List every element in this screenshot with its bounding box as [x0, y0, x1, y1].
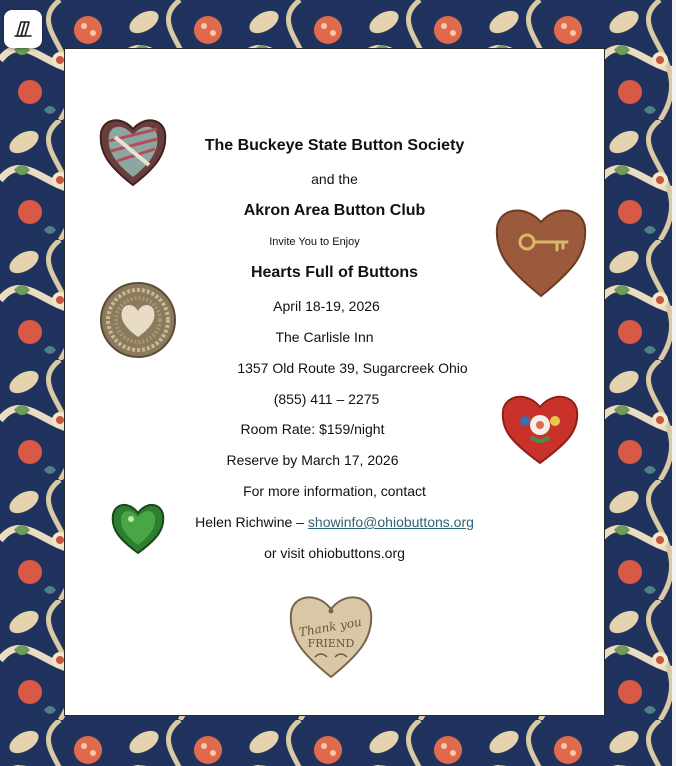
venue-address: 1357 Old Route 39, Sugarcreek Ohio [237, 360, 468, 376]
and-the-text: and the [311, 171, 358, 187]
event-title: Hearts Full of Buttons [250, 264, 419, 281]
beaded-heart-button-image [98, 281, 178, 359]
thank-you-friend-heart-button-image [289, 591, 373, 679]
contact-email-link[interactable]: showinfo@ohiobuttons.org [307, 514, 474, 530]
more-info-text: For more information, contact [243, 483, 426, 499]
flyer-page [64, 48, 605, 716]
copilot-icon [12, 18, 34, 40]
copilot-button[interactable] [4, 10, 42, 48]
friend-text: FRIEND [307, 637, 355, 650]
invite-text: Invite You to Enjoy [269, 236, 360, 248]
thank-you-text: Thank you [297, 614, 363, 640]
right-edge [672, 0, 676, 766]
green-glass-heart-button-image [111, 501, 165, 555]
room-rate: Room Rate: $159/night [240, 421, 385, 437]
reserve-by: Reserve by March 17, 2026 [226, 452, 399, 468]
contact-name: Helen Richwine – [195, 514, 308, 530]
patterned-heart-button-image [99, 115, 167, 187]
key-heart-button-image [495, 204, 587, 298]
venue-name: The Carlisle Inn [275, 329, 374, 345]
club-name: Akron Area Button Club [243, 202, 426, 219]
visit-website: or visit ohiobuttons.org [264, 545, 405, 561]
event-dates: April 18-19, 2026 [273, 298, 380, 314]
society-name: The Buckeye State Button Society [204, 137, 465, 154]
phone-number: (855) 411 – 2275 [273, 391, 380, 407]
floral-mosaic-heart-button-image [501, 391, 579, 465]
